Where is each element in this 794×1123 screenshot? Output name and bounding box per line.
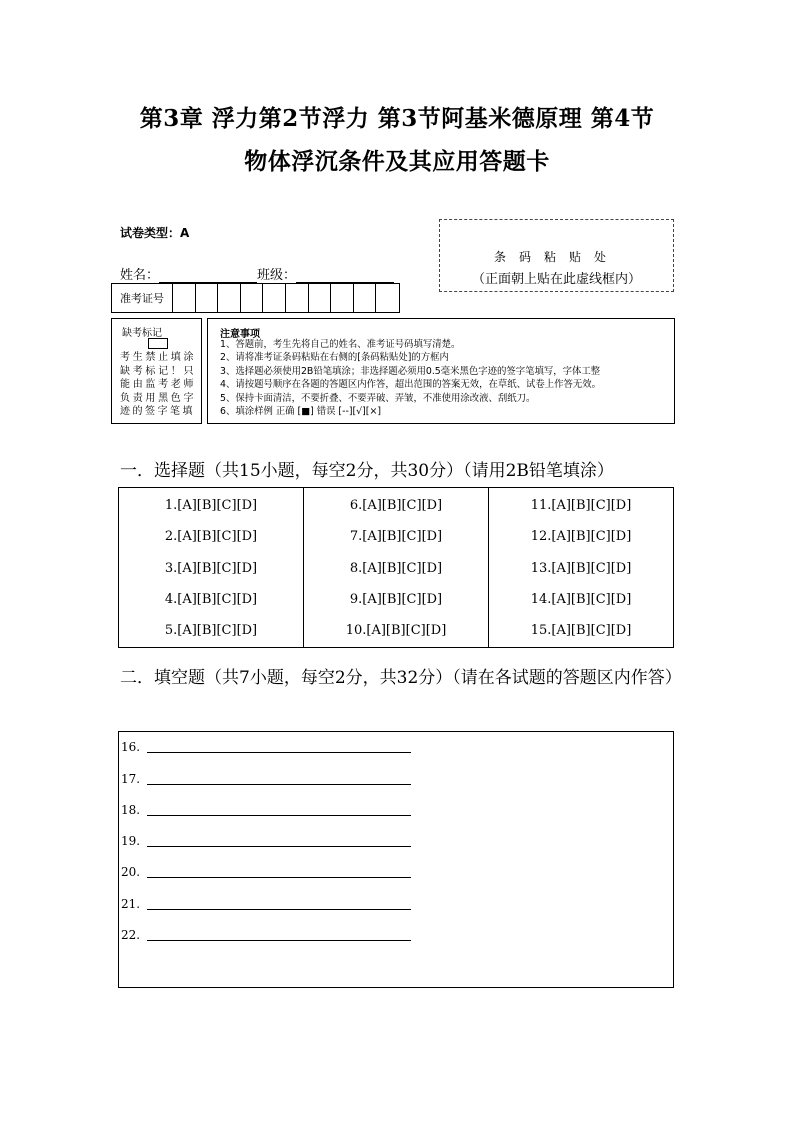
ticket-digit-cell[interactable] <box>263 284 286 312</box>
section-2-title: 二．填空题（共7小题，每空2分，共32分）（请在各试题的答题区内作答） <box>120 668 682 688</box>
ticket-digit-cell[interactable] <box>309 284 332 312</box>
fill-item-number: 21. <box>121 897 141 911</box>
fill-item <box>121 928 140 942</box>
paper-type-label: 试卷类型：A <box>120 226 190 240</box>
absent-mark-title: 缺考标记 <box>122 328 162 339</box>
fill-item <box>121 834 140 848</box>
absent-mark-checkbox[interactable] <box>148 338 168 349</box>
ticket-digit-cell[interactable] <box>218 284 241 312</box>
choice-question[interactable]: 6.[A][B][C][D] <box>349 498 443 513</box>
ticket-digit-cell[interactable] <box>241 284 264 312</box>
ticket-digit-cell[interactable] <box>376 284 399 312</box>
ticket-digit-cell[interactable] <box>173 284 196 312</box>
fill-item-number: 16. <box>121 740 141 754</box>
choice-question[interactable]: 10.[A][B][C][D] <box>345 623 447 638</box>
choice-question[interactable]: 12.[A][B][C][D] <box>530 529 632 544</box>
notes-item: 5、保持卡面清洁，不要折叠、不要弄破、弄皱，不准使用涂改液、刮纸刀。 <box>220 392 536 404</box>
fill-answer-line[interactable] <box>147 772 411 785</box>
fill-answer-area <box>118 731 674 988</box>
section-1-title: 一．选择题（共15小题，每空2分，共30分）（请用2B铅笔填涂） <box>120 461 614 481</box>
choice-question[interactable]: 14.[A][B][C][D] <box>530 592 632 607</box>
ticket-number-label: 准考证号 <box>112 284 173 312</box>
ticket-digit-cell[interactable] <box>286 284 309 312</box>
fill-item <box>121 740 140 754</box>
choice-question[interactable]: 3.[A][B][C][D] <box>164 561 258 576</box>
fill-answer-line[interactable] <box>147 803 411 816</box>
notes-list <box>220 338 601 418</box>
fill-item-number: 17. <box>121 772 141 786</box>
fill-item-number: 19. <box>121 834 141 848</box>
ticket-digit-cell[interactable] <box>331 284 354 312</box>
ticket-number-grid <box>111 283 400 313</box>
choice-question[interactable]: 13.[A][B][C][D] <box>530 561 632 576</box>
ticket-digit-cell[interactable] <box>354 284 377 312</box>
fill-item-number: 22. <box>121 928 141 942</box>
fill-item <box>121 772 140 786</box>
fill-item <box>121 897 140 911</box>
choice-column <box>304 488 489 647</box>
name-class-row <box>120 264 394 283</box>
fill-answer-line[interactable] <box>147 740 411 753</box>
fill-item <box>121 803 140 817</box>
choice-question[interactable]: 5.[A][B][C][D] <box>164 623 258 638</box>
page-title-line-2: 物体浮沉条件及其应用答题卡 <box>244 148 550 175</box>
choice-column <box>489 488 673 647</box>
barcode-title: 条码粘贴处 <box>493 250 619 264</box>
notes-item: 2、请将准考证条码粘贴在右侧的[条码粘贴处]的方框内 <box>220 352 449 364</box>
page-title-line-1: 第3章 浮力第2节浮力 第3节阿基米德原理 第4节 <box>139 105 655 132</box>
absent-mark-box <box>111 318 202 424</box>
notes-item: 1、答题前，考生先将自己的姓名、准考证号码填写清楚。 <box>220 339 461 350</box>
name-label: 姓名： <box>120 268 160 283</box>
fill-answer-line[interactable] <box>147 897 411 910</box>
class-field[interactable] <box>296 268 394 283</box>
notes-item: 4、请按题号顺序在各题的答题区内作答，超出范围的答案无效，在草纸、试卷上作答无效。 <box>220 379 601 391</box>
name-field[interactable] <box>159 268 257 283</box>
fill-item <box>121 865 140 879</box>
fill-item-number: 18. <box>121 803 141 817</box>
choice-answer-table <box>118 487 674 648</box>
ticket-digit-cell[interactable] <box>196 284 219 312</box>
fill-item-number: 20. <box>121 865 141 879</box>
class-label: 班级： <box>257 268 297 283</box>
choice-question[interactable]: 4.[A][B][C][D] <box>164 592 258 607</box>
notes-item: 6、填涂样例 正确 [■] 错误 [--][√][×] <box>220 406 381 418</box>
notes-box <box>207 318 675 424</box>
barcode-note: （正面朝上贴在此虚线框内） <box>471 272 641 287</box>
fill-answer-line[interactable] <box>147 928 411 941</box>
choice-question[interactable]: 8.[A][B][C][D] <box>349 561 443 576</box>
choice-column <box>119 488 304 647</box>
choice-question[interactable]: 9.[A][B][C][D] <box>349 592 443 607</box>
choice-question[interactable]: 1.[A][B][C][D] <box>164 498 258 513</box>
choice-question[interactable]: 2.[A][B][C][D] <box>164 529 258 544</box>
choice-question[interactable]: 7.[A][B][C][D] <box>349 529 443 544</box>
choice-question[interactable]: 11.[A][B][C][D] <box>530 498 632 513</box>
fill-answer-line[interactable] <box>147 834 411 847</box>
absent-mark-instructions: 考生禁止填涂缺考标记！只能由监考老师负责用黑色字迹的签字笔填 <box>120 352 196 417</box>
notes-item: 3、选择题必须使用2B铅笔填涂；非选择题必须用0.5毫米黑色字迹的签字笔填写，字体工整 <box>220 365 601 377</box>
notes-title: 注意事项 <box>220 329 260 340</box>
barcode-area <box>439 219 674 292</box>
choice-question[interactable]: 15.[A][B][C][D] <box>530 623 632 638</box>
fill-answer-line[interactable] <box>147 865 411 878</box>
